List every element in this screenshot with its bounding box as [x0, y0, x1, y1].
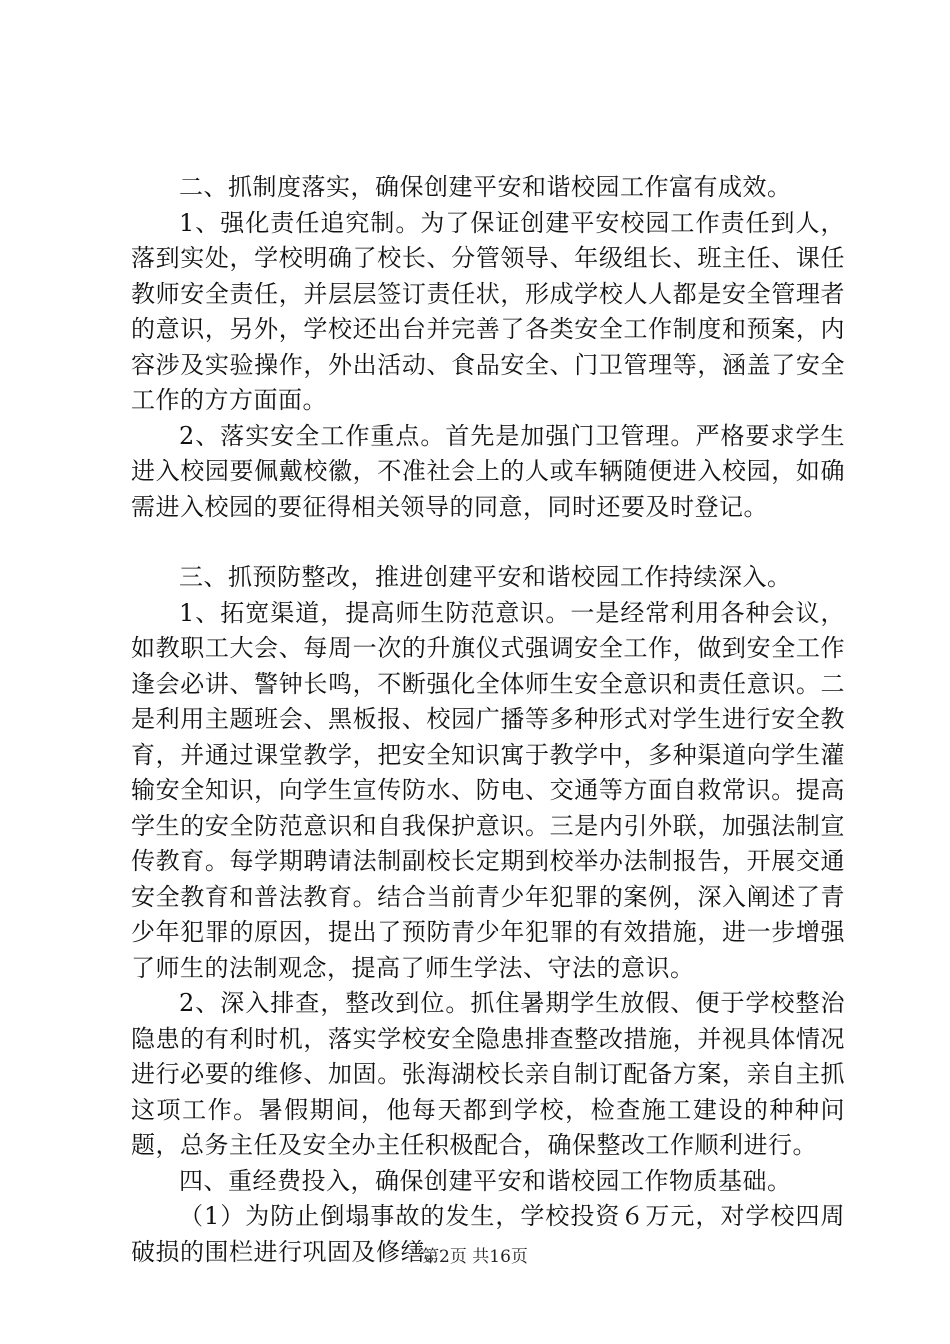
section-heading-2: 二、抓制度落实，确保创建平安和谐校园工作富有成效。 [179, 173, 792, 201]
page-footer: 第2页 共16页 [422, 1247, 528, 1267]
document-body [131, 170, 845, 1270]
paragraph: 2、落实安全工作重点。首先是加强门卫管理。严格要求学生进入校园要佩戴校徽，不准社会上的人或车辆随便进入校园，如确需进入校园的要征得相关领导的同意，同时还要及时登记。 [131, 421, 845, 521]
section-heading-4: 四、重经费投入，确保创建平安和谐校园工作物质基础。 [179, 1166, 792, 1195]
paragraph: 1、拓宽渠道，提高师生防范意识。一是经常利用各种会议，如教职工大会、每周一次的升旗仪式强调安全工作，做到安全工作逢会必讲、警钟长鸣，不断强化全体师生安全意识和责任意识。二是利用主题班会、黑板报、校园广播等多种形式对学生进行安全教育，并通过课堂教学，把安全知识寓于教学中，多种渠道向学生灌输安全知识，向学生宣传防水、防电、交通等方面自救常识。提高学生的安全防范意识和自我保护意识。三是内引外联，加强法制宣传教育。每学期聘请法制副校长定期到校举办法制报告，开展交通安全教育和普法教育。结合当前青少年犯罪的案例，深入阐述了青少年犯罪的原因，提出了预防青少年犯罪的有效措施，进一步增强了师生的法制观念，提高了师生学法、守法的意识。 [131, 598, 845, 982]
paragraph-gap [131, 525, 845, 560]
paragraph: 1、强化责任追究制。为了保证创建平安校园工作责任到人，落到实处，学校明确了校长、分管领导、年级组长、班主任、课任教师安全责任，并层层签订责任状，形成学校人人都是安全管理者的意识，另外，学校还出台并完善了各类安全工作制度和预案，内容涉及实验操作，外出活动、食品安全、门卫管理等，涵盖了安全工作的方方面面。 [131, 208, 845, 414]
paragraph: （1）为防止倒塌事故的发生，学校投资６万元，对学校四周破损的围栏进行巩固及修缮。 [131, 1202, 845, 1266]
section-heading-3: 三、抓预防整改，推进创建平安和谐校园工作持续深入。 [179, 563, 792, 591]
paragraph: 2、深入排查，整改到位。抓住暑期学生放假、便于学校整治隐患的有利时机，落实学校安全隐患排查整改措施，并视具体情况进行必要的维修、加固。张海湖校长亲自制订配备方案，亲自主抓这项工作。暑假期间，他每天都到学校，检查施工建设的种种问题，总务主任及安全办主任积极配合，确保整改工作顺利进行。 [131, 989, 845, 1159]
